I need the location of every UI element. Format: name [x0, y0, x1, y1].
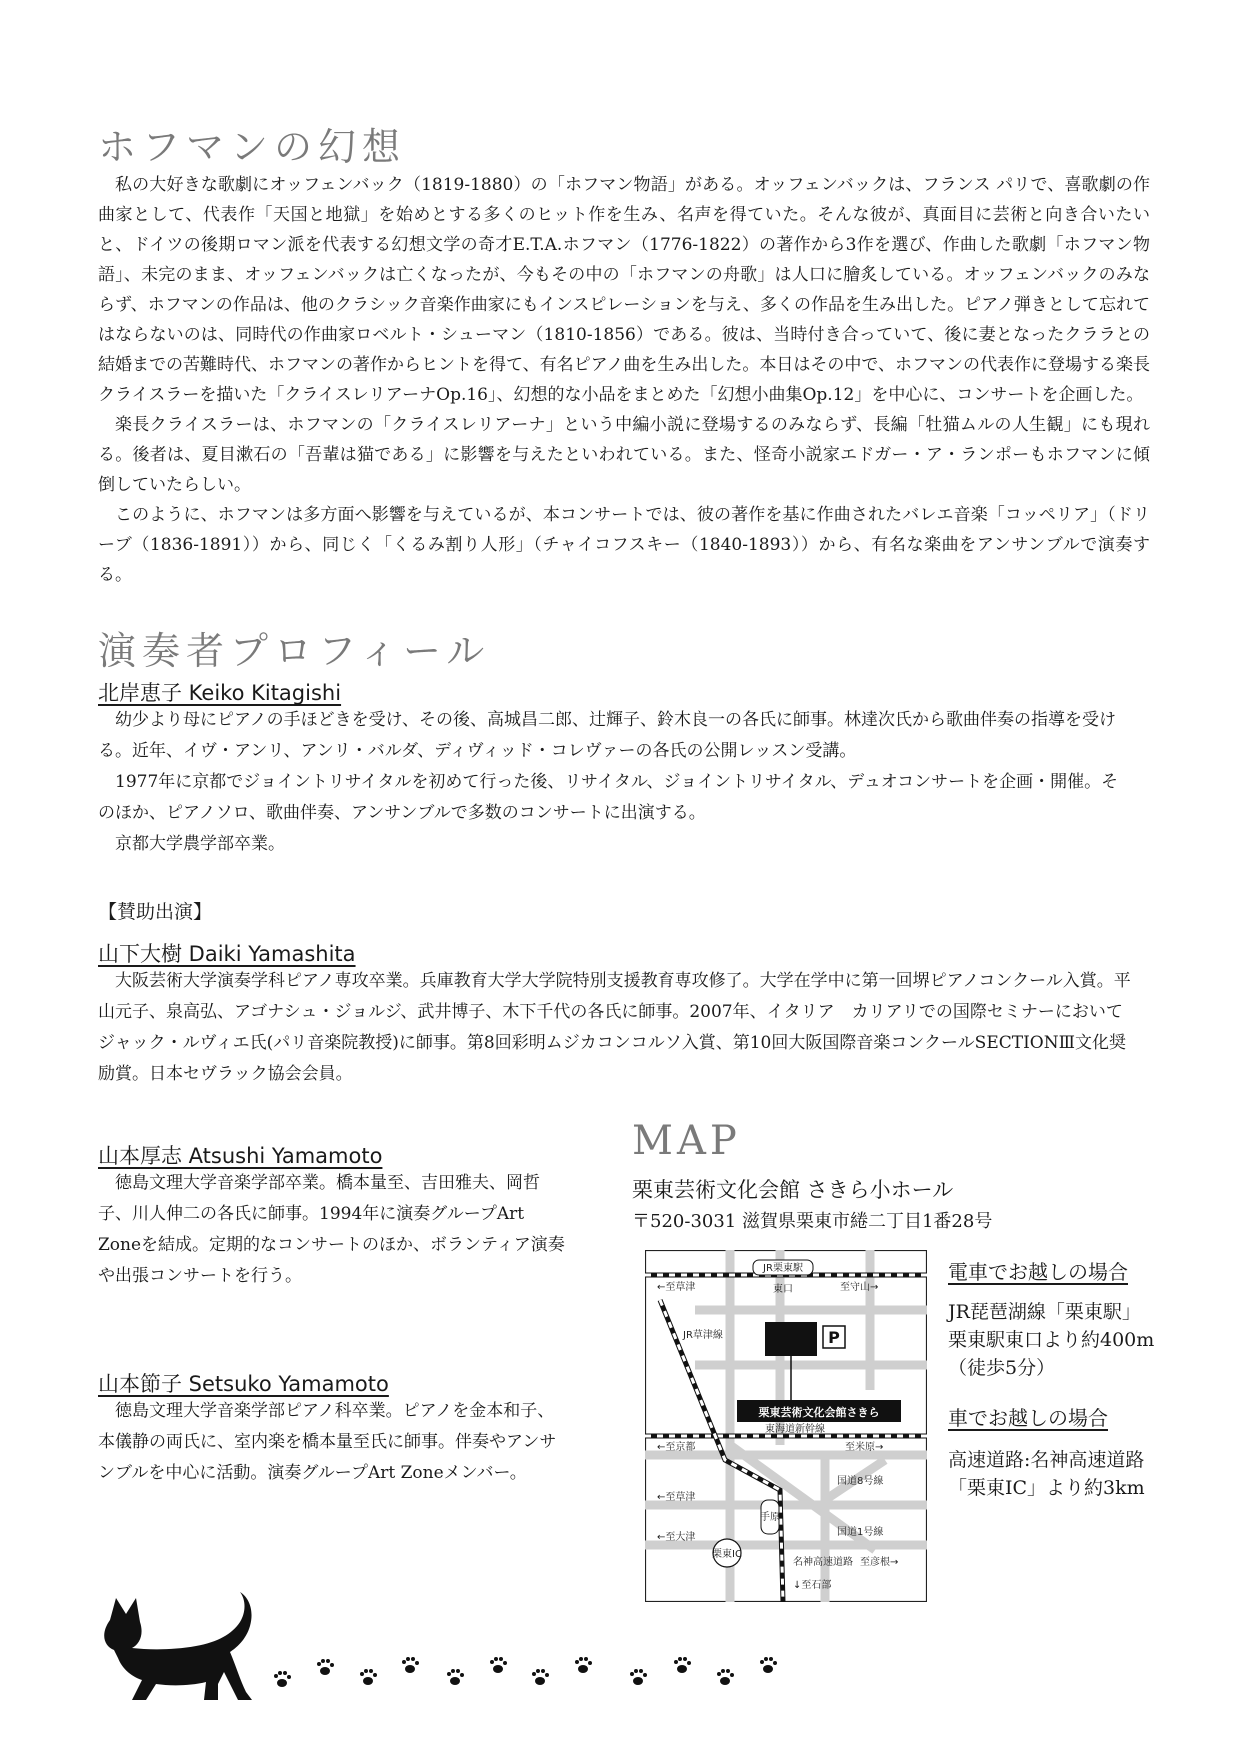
performer-name-yamashita: 山下大樹 Daiki Yamashita	[98, 942, 356, 966]
paw-prints	[270, 1640, 790, 1700]
paw-print	[760, 1657, 777, 1673]
essay-paragraph: 楽長クライスラーは、ホフマンの「クライスレリアーナ」という中編小説に登場するのみならず、長編「牡猫ムルの人生観」にも現れる。後者は、夏目漱石の「吾輩は猫である」に影響を与えたといわれている。また、怪奇小説家エドガー・ア・ランポーもホフマンに傾倒していたらしい。	[98, 415, 1150, 495]
paw-print	[532, 1669, 549, 1685]
map-label: ←至大津	[657, 1532, 696, 1543]
map-label: 栗東IC	[712, 1549, 742, 1560]
bio-paragraph: 1977年に京都でジョイントリサイタルを初めて行った後、リサイタル、ジョイントリサイタル、デュオコンサートを企画・開催。そのほか、ピアノソロ、歌曲伴奏、アンサンブルで多数のコンサートに出演する。	[98, 772, 1119, 823]
map-title: MAP	[632, 1118, 741, 1164]
paw-print	[490, 1657, 507, 1673]
map-label: 至彦根→	[860, 1557, 899, 1568]
cat-shape	[104, 1592, 252, 1700]
paw-print	[630, 1669, 647, 1685]
paw-print	[360, 1669, 377, 1685]
performer-bio-yamashita	[98, 966, 1138, 1090]
paw-print	[447, 1669, 464, 1685]
cat-illustration	[100, 1588, 270, 1718]
map-label: 至守山→	[840, 1282, 879, 1293]
venue-building	[765, 1322, 817, 1356]
performer-name-kitagishi: 北岸恵子 Keiko Kitagishi	[98, 681, 342, 705]
performer-name-atsushi: 山本厚志 Atsushi Yamamoto	[98, 1144, 383, 1168]
map-label: 名神高速道路	[793, 1557, 853, 1568]
bio-paragraph: 徳島文理大学音楽学部ピアノ科卒業。ピアノを金本和子、本儀静の両氏に、室内楽を橋本量至氏に師事。伴奏やアンサンブルを中心に活動。演奏グループArt Zoneメンバー。	[98, 1401, 557, 1483]
map-label: 国道1号線	[837, 1527, 884, 1538]
venue-label: 栗東芸術文化会館さきら	[758, 1406, 880, 1419]
venue-name: 栗東芸術文化会館 さきら小ホール	[632, 1178, 954, 1202]
map-label: ←至京都	[657, 1442, 696, 1453]
bio-paragraph: 徳島文理大学音楽学部卒業。橋本量至、吉田雅夫、岡哲子、川人伸二の各氏に師事。1994年に演奏グループArt Zoneを結成。定期的なコンサートのほか、ボランティア演奏や出張コンサートを行う。	[98, 1173, 565, 1286]
east-exit-label: 東口	[773, 1284, 793, 1295]
performer-bio-atsushi	[98, 1168, 566, 1292]
paw-print	[317, 1659, 334, 1675]
performer-name-setsuko: 山本節子 Setsuko Yamamoto	[98, 1372, 389, 1396]
bio-paragraph: 幼少より母にピアノの手ほどきを受け、その後、高城昌二郎、辻輝子、鈴木良一の各氏に師事。林達次氏から歌曲伴奏の指導を受ける。近年、イヴ・アンリ、アンリ・バルダ、ディヴィッド・コレヴァーの各氏の公開レッスン受講。	[98, 710, 1116, 761]
map-label: 東海道新幹線	[765, 1424, 825, 1435]
train-access-line: 栗東駅東口より約400m	[948, 1329, 1155, 1351]
map-label: JR草津線	[683, 1330, 723, 1341]
paw-print	[674, 1657, 691, 1673]
access-info	[948, 1258, 1178, 1502]
bio-paragraph: 大阪芸術大学演奏学科ピアノ専攻卒業。兵庫教育大学大学院特別支援教育専攻修了。大学在学中に第一回堺ピアノコンクール入賞。平山元子、泉高弘、アゴナシュ・ジョルジ、武井博子、木下千代の各氏に師事。2007年、イタリア カリアリでの国際セミナーにおいてジャック・ルヴィエ氏(パリ音楽院教授)に師事。第8回彩明ムジカコンコルソ入賞、第10回大阪国際音楽コンクールSECTIONⅢ文化奨励賞。日本セヴラック協会会員。	[98, 971, 1131, 1084]
paw-print	[402, 1657, 419, 1673]
train-access-heading: 電車でお越しの場合	[948, 1260, 1128, 1284]
support-heading: 【賛助出演】	[98, 901, 213, 923]
venue-address: 〒520-3031 滋賀県栗東市綣二丁目1番28号	[632, 1211, 993, 1232]
station-label: JR栗東駅	[763, 1263, 803, 1274]
paw-print	[717, 1669, 734, 1685]
performer-bio-kitagishi	[98, 705, 1128, 860]
map-label: ←至草津	[657, 1492, 696, 1503]
access-map	[645, 1250, 927, 1602]
train-access-line: （徒歩5分）	[948, 1357, 1056, 1379]
paw-print	[274, 1671, 291, 1687]
bio-paragraph: 京都大学農学部卒業。	[115, 834, 285, 854]
performer-bio-setsuko	[98, 1396, 566, 1489]
section-title-profile: 演奏者プロフィール	[98, 629, 491, 673]
map-label: 国道8号線	[837, 1476, 884, 1487]
essay-paragraph: このように、ホフマンは多方面へ影響を与えているが、本コンサートでは、彼の著作を基に作曲されたバレエ音楽「コッペリア」（ドリーブ（1836-1891））から、同じく「くるみ割り人形」（チャイコフスキー（1840-1893））から、有名な楽曲をアンサンブルで演奏する。	[98, 505, 1150, 585]
car-access-line: 「栗東IC」より約3km	[948, 1477, 1145, 1499]
train-access-line: JR琵琶湖線「栗東駅」	[948, 1301, 1141, 1323]
car-access-line: 高速道路:名神高速道路	[948, 1449, 1145, 1471]
parking-label: P	[828, 1328, 840, 1347]
map-label: ↓至石部	[793, 1580, 832, 1591]
map-label: 至米原→	[845, 1442, 884, 1453]
essay-paragraph: 私の大好きな歌劇にオッフェンバック（1819-1880）の「ホフマン物語」がある。オッフェンバックは、フランス パリで、喜歌劇の作曲家として、代表作「天国と地獄」を始めとする多くのヒット作を生み、名声を得ていた。そんな彼が、真面目に芸術と向き合いたいと、ドイツの後期ロマン派を代表する幻想文学の奇才E.T.A.ホフマン（1776-1822）の著作から3作を選び、作曲した歌劇「ホフマン物語」、未完のまま、オッフェンバックは亡くなったが、今もその中の「ホフマンの舟歌」は人口に膾炙している。オッフェンバックのみならず、ホフマンの作品は、他のクラシック音楽作曲家にもインスピレーションを与え、多くの作品を生み出した。ピアノ弾きとして忘れてはならないのは、同時代の作曲家ロベルト・シューマン（1810-1856）である。彼は、当時付き合っていて、後に妻となったクララとの結婚までの苦難時代、ホフマンの著作からヒントを得て、有名ピアノ曲を生み出した。本日はその中で、ホフマンの代表作に登場する楽長クライスラーを描いた「クライスレリアーナOp.16」、幻想的な小品をまとめた「幻想小曲集Op.12」を中心に、コンサートを企画した。	[98, 175, 1150, 405]
map-label: 手原	[760, 1512, 780, 1523]
paw-print	[575, 1657, 592, 1673]
car-access-heading: 車でお越しの場合	[948, 1406, 1108, 1430]
map-label: ←至草津	[657, 1282, 696, 1293]
section-title-hoffmann: ホフマンの幻想	[98, 125, 407, 169]
hoffmann-essay	[98, 170, 1150, 590]
